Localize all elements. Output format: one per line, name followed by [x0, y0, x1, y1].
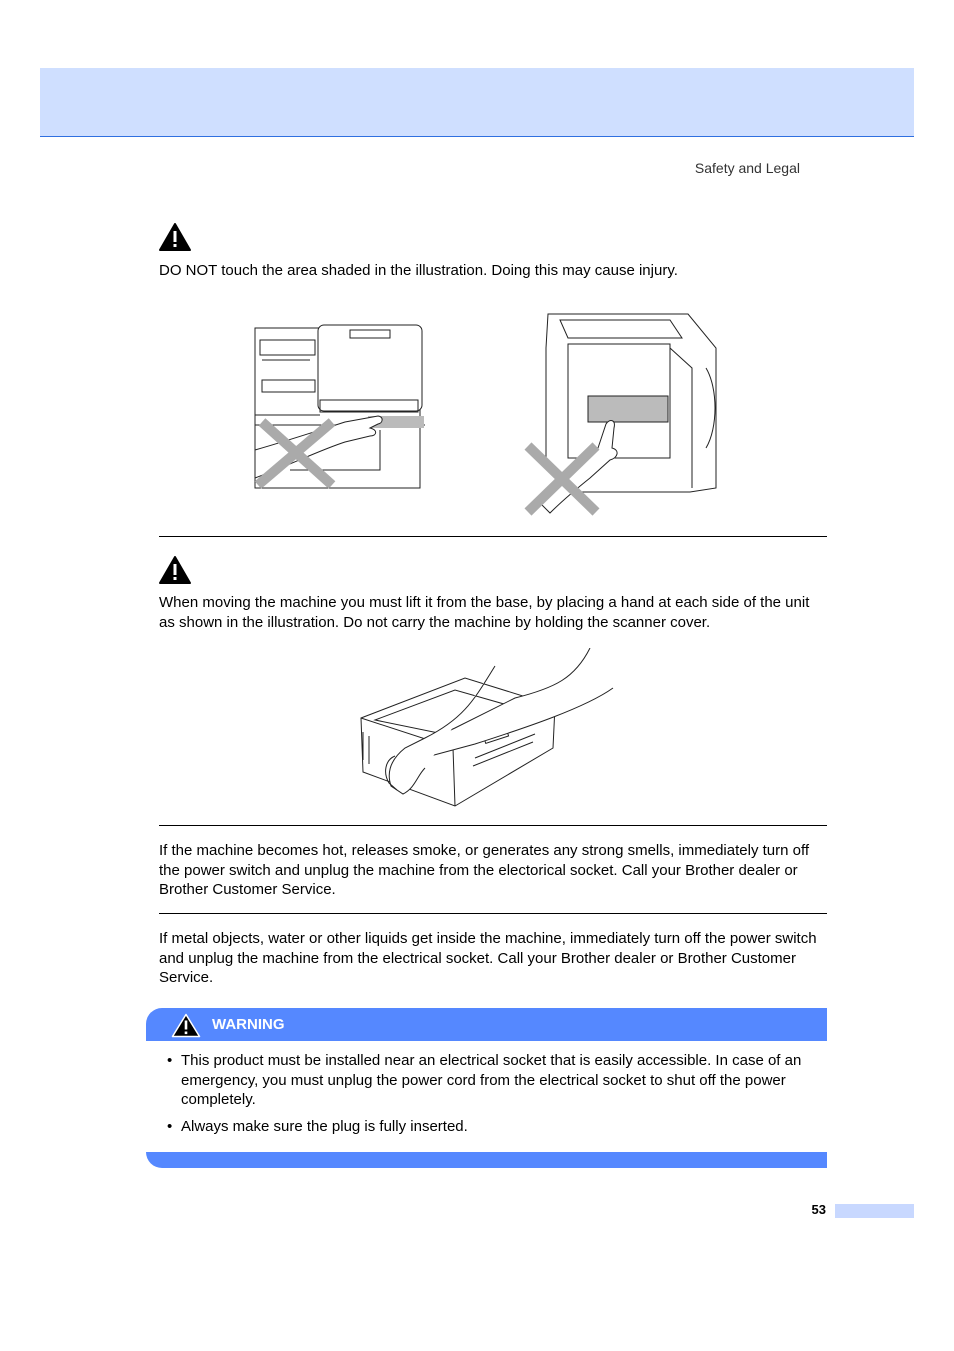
illustration-printer-interior-hand	[520, 308, 724, 520]
notice-hot-smoke-text: If the machine becomes hot, releases smoke, or generates any strong smells, immediately turn off the power switch and unplug the machine from the electorical socket. Call your Brother dealer or Brother Customer Service.	[159, 842, 810, 898]
list-item	[159, 1117, 827, 1137]
warning-list	[159, 1051, 827, 1143]
caution-text-lifting: When moving the machine you must lift it from the base, by placing a hand at each side of the unit as shown in the illustration. Do not carry the machine by holding the scanner cover.	[159, 594, 810, 631]
warning-label: WARNING	[212, 1016, 285, 1033]
divider	[159, 825, 827, 826]
warning-item-text: This product must be installed near an electrical socket that is easily accessible. In case of an emergency, you must unplug the power cord from the electrical socket to shut off the power completely.	[181, 1052, 802, 1108]
list-item	[159, 1051, 827, 1110]
header-band	[40, 68, 914, 137]
warning-triangle-icon	[158, 555, 192, 585]
warning-item-text: Always make sure the plug is fully inserted.	[181, 1117, 468, 1135]
page-number: 53	[811, 1202, 826, 1217]
warning-footer-bar	[146, 1152, 827, 1168]
bullet-icon: •	[167, 1117, 173, 1135]
notice-liquids-text: If metal objects, water or other liquids get inside the machine, immediately turn off the power switch and unplug the machine from the electrical socket. Call your Brother dealer or Brother Customer Service.	[159, 930, 817, 986]
illustration-printer-front-hand	[250, 320, 432, 492]
divider	[159, 913, 827, 914]
bullet-icon: •	[167, 1052, 173, 1069]
section-title: Safety and Legal	[694, 160, 800, 176]
caution-text-touch-area: DO NOT touch the area shaded in the illustration. Doing this may cause injury.	[159, 262, 678, 279]
page-tab	[835, 1204, 914, 1218]
warning-triangle-icon	[171, 1013, 201, 1038]
warning-triangle-icon	[158, 222, 192, 252]
divider	[159, 536, 827, 537]
illustration-lifting-machine	[355, 648, 617, 810]
warning-header-bar	[146, 1008, 827, 1041]
